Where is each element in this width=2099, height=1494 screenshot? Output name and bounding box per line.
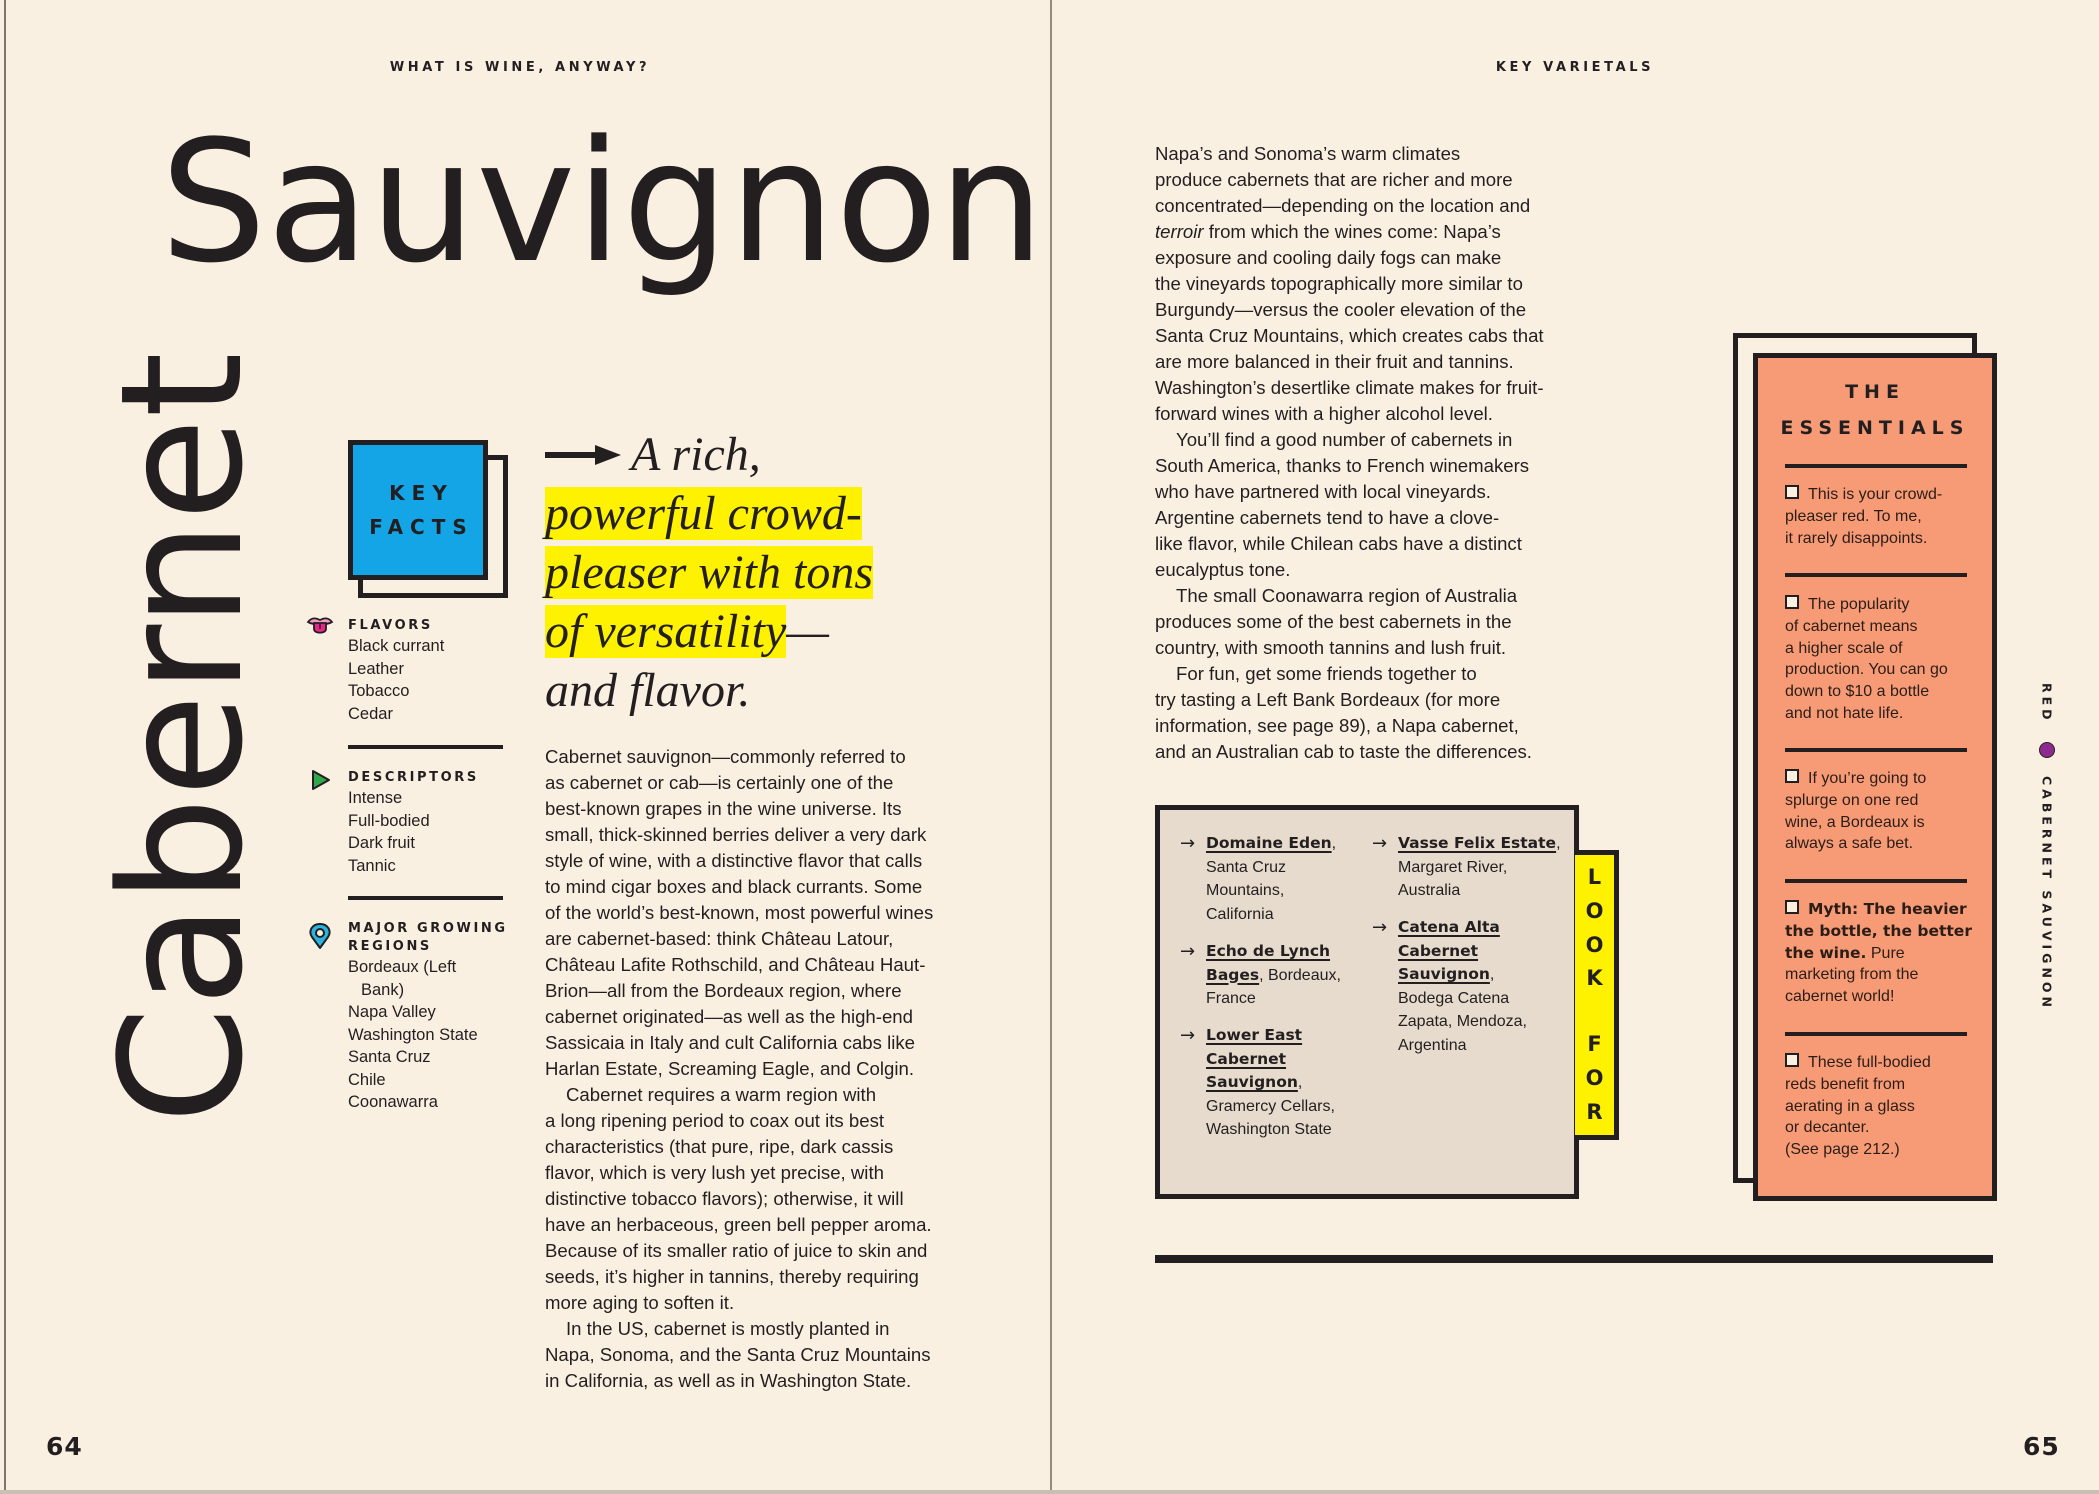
- body-line: produce cabernets that are richer and more: [1155, 169, 1513, 190]
- essentials-line: wine, a Bordeaux is: [1785, 813, 1925, 831]
- body-line: are more balanced in their fruit and tannins.: [1155, 351, 1514, 372]
- body-line: and an Australian cab to taste the differences.: [1155, 741, 1532, 762]
- essentials-line: pleaser red. To me,: [1785, 507, 1922, 525]
- wine-origin: Australia: [1398, 882, 1461, 899]
- wine-name: Sauvignon: [1206, 1073, 1298, 1091]
- facts-divider: [348, 745, 503, 749]
- descriptor-item: Dark fruit: [348, 834, 415, 852]
- body-line: a long ripening period to coax out its best: [545, 1110, 885, 1131]
- arrow-right-icon: →: [1180, 833, 1196, 854]
- wine-name: Sauvignon: [1398, 965, 1490, 983]
- essentials-item: [1785, 1052, 1975, 1161]
- essentials-line: a higher scale of: [1785, 639, 1903, 657]
- essentials-divider: [1785, 464, 1967, 468]
- essentials-item: [1785, 899, 1985, 1008]
- region-item: Coonawarra: [348, 1093, 438, 1111]
- region-item: Bank): [361, 980, 405, 999]
- essentials-item: [1785, 768, 1975, 855]
- body-line: information, see page 89), a Napa cabernet,: [1155, 715, 1519, 736]
- wine-origin: Bodega Catena: [1398, 989, 1510, 1007]
- terroir-italic: terroir: [1155, 221, 1204, 242]
- essentials-line: reds benefit from: [1785, 1075, 1906, 1093]
- look-for-tab: [1575, 850, 1619, 1140]
- body-line: small, thick-skinned berries deliver a very dark: [545, 824, 927, 845]
- checkbox-icon: [1785, 900, 1799, 914]
- body-line: to mind cigar boxes and black currants. Some: [545, 876, 923, 897]
- body-line-terroir: [1155, 219, 1575, 245]
- wine-name: Lower East: [1206, 1026, 1303, 1044]
- checkbox-icon: [1785, 769, 1799, 783]
- body-line: more aging to soften it.: [545, 1292, 735, 1313]
- essentials-title: [1758, 374, 1992, 446]
- essentials-line: aerating in a glass: [1785, 1097, 1915, 1115]
- body-line: Washington’s desertlike climate makes for fruit-: [1155, 377, 1544, 398]
- essentials-line: cabernet world!: [1785, 988, 1895, 1006]
- flavors-section: [348, 617, 508, 725]
- body-line: best-known grapes in the wine universe. Its: [545, 798, 902, 819]
- descriptor-item: Intense: [348, 789, 403, 807]
- play-triangle-icon: [306, 766, 334, 794]
- region-item: Bordeaux (Left: [348, 958, 457, 976]
- essentials-divider: [1785, 573, 1967, 577]
- look-for-entry: [1180, 832, 1370, 926]
- look-for-letter: O: [1585, 932, 1604, 957]
- body-line: characteristics (that pure, ripe, dark cassis: [545, 1136, 894, 1157]
- body-line-rest: from which the wines come: Napa’s: [1203, 221, 1501, 242]
- essentials-line: or decanter.: [1785, 1119, 1870, 1137]
- look-for-letter: K: [1586, 966, 1603, 991]
- essentials-title-1: THE: [1845, 381, 1905, 403]
- page-number-right: 65: [2023, 1432, 2060, 1461]
- essentials-divider: [1785, 1032, 1967, 1036]
- wine-origin: Washington State: [1206, 1121, 1332, 1138]
- essentials-bold-line: Myth: The heavier: [1808, 900, 1967, 918]
- pull-quote-highlight: pleaser with tons: [545, 546, 874, 599]
- body-line: like flavor, while Chilean cabs have a distinct: [1155, 533, 1522, 554]
- wine-origin: Zapata, Mendoza,: [1398, 1013, 1527, 1030]
- body-line: the vineyards topographically more similar to: [1155, 273, 1523, 294]
- essentials-item: [1785, 594, 1975, 725]
- wine-name: Echo de Lynch: [1206, 942, 1331, 960]
- essentials-line: down to $10 a bottle: [1785, 683, 1930, 701]
- flavors-heading: FLAVORS: [348, 618, 433, 633]
- essentials-bold-line: the wine.: [1785, 943, 1867, 962]
- key-facts-label-2: FACTS: [369, 515, 474, 539]
- pull-quote-dash: —: [786, 605, 829, 658]
- essentials-divider: [1785, 748, 1967, 752]
- body-line: try tasting a Left Bank Bordeaux (for more: [1155, 689, 1501, 710]
- essentials-line: The popularity: [1808, 596, 1910, 613]
- body-line: country, with smooth tannins and lush fruit.: [1155, 637, 1507, 658]
- look-for-letter: R: [1586, 1099, 1603, 1124]
- left-running-head: WHAT IS WINE, ANYWAY?: [389, 60, 651, 75]
- body-line: Brion—all from the Bordeaux region, where: [545, 980, 902, 1001]
- body-line: For fun, get some friends together to: [1176, 663, 1477, 684]
- body-line: seeds, it’s higher in tannins, thereby requiring: [545, 1266, 919, 1287]
- body-line: have an herbaceous, green bell pepper aroma.: [545, 1214, 932, 1235]
- essentials-line: production. You can go: [1785, 661, 1948, 679]
- regions-heading-2: REGIONS: [348, 939, 432, 954]
- essentials-line: If you’re going to: [1808, 770, 1927, 787]
- body-line: Burgundy—versus the cooler elevation of the: [1155, 299, 1527, 320]
- region-item: Washington State: [348, 1025, 478, 1044]
- body-line: In the US, cabernet is mostly planted in: [566, 1318, 890, 1339]
- essentials-title-2: ESSENTIALS: [1780, 417, 1970, 439]
- descriptors-heading: DESCRIPTORS: [348, 770, 479, 785]
- essentials-line: (See page 212.): [1785, 1141, 1900, 1159]
- wine-name: Bages: [1206, 965, 1260, 984]
- body-line: You’ll find a good number of cabernets in: [1176, 429, 1513, 450]
- body-line: Sassicaia in Italy and cult California cabs like: [545, 1032, 915, 1053]
- essentials-line: This is your crowd-: [1808, 486, 1943, 503]
- body-line: in California, as well as in Washington State.: [545, 1370, 912, 1391]
- flavor-item: Black currant: [348, 637, 445, 655]
- look-for-letter: O: [1585, 1066, 1604, 1091]
- flavor-item: Cedar: [348, 704, 393, 723]
- pull-quote-highlight: powerful crowd-: [545, 487, 862, 540]
- checkbox-icon: [1785, 1053, 1799, 1067]
- body-line: Harlan Estate, Screaming Eagle, and Colgin.: [545, 1058, 914, 1079]
- wine-name: Cabernet: [1398, 941, 1479, 960]
- checkbox-icon: [1785, 485, 1799, 499]
- page-edge: [4, 0, 6, 1494]
- body-line: Santa Cruz Mountains, which creates cabs that: [1155, 325, 1544, 346]
- page-bottom-edge: [0, 1490, 2099, 1494]
- essentials-divider: [1785, 879, 1967, 883]
- wine-name-suffix: ,: [1297, 1074, 1303, 1091]
- descriptors-section: [348, 769, 508, 877]
- essentials-item: [1785, 484, 1975, 549]
- essentials-line: and not hate life.: [1785, 704, 1904, 722]
- look-for-entry: [1180, 940, 1370, 1011]
- body-line: Napa’s and Sonoma’s warm climates: [1155, 143, 1461, 164]
- pull-quote: [545, 425, 965, 720]
- essentials-line: it rarely disappoints.: [1785, 529, 1928, 547]
- wine-name: Cabernet: [1206, 1049, 1287, 1068]
- checkbox-icon: [1785, 595, 1799, 609]
- wine-origin: California: [1206, 905, 1274, 923]
- red-wine-dot-icon: [2039, 742, 2055, 758]
- descriptor-item: Tannic: [348, 856, 396, 875]
- look-for-entry: [1372, 832, 1572, 903]
- arrow-right-icon: →: [1372, 917, 1388, 938]
- look-for-letter: L: [1587, 865, 1602, 890]
- look-for-letter: F: [1587, 1032, 1602, 1057]
- region-item: Napa Valley: [348, 1003, 436, 1021]
- arrow-right-icon: →: [1180, 941, 1196, 962]
- essentials-line: splurge on one red: [1785, 791, 1919, 809]
- essentials-line: These full-bodied: [1808, 1054, 1931, 1071]
- title-cabernet-vertical: Cabernet: [84, 351, 280, 1124]
- essentials-bold-line: the bottle, the better: [1785, 921, 1972, 940]
- regions-section: [348, 920, 508, 1114]
- essentials-line: marketing from the: [1785, 966, 1919, 984]
- wine-origin: France: [1206, 990, 1256, 1007]
- body-line: Argentine cabernets tend to have a clove-: [1155, 507, 1500, 528]
- arrow-right-icon: [545, 445, 621, 465]
- lips-tongue-icon: [306, 612, 334, 640]
- body-line: style of wine, with a distinctive flavor that calls: [545, 850, 923, 871]
- body-line: Napa, Sonoma, and the Santa Cruz Mountains: [545, 1344, 931, 1365]
- side-tab: [2032, 683, 2062, 1013]
- body-line: Cabernet sauvignon—commonly referred to: [545, 746, 906, 767]
- look-for-entry: [1372, 916, 1572, 1057]
- wine-origin: Santa Cruz: [1206, 858, 1287, 876]
- right-body-text: [1155, 141, 1575, 765]
- region-item: Santa Cruz: [348, 1048, 431, 1066]
- body-line: are cabernet-based: think Château Latour,: [545, 928, 894, 949]
- body-line: of the world’s best-known, most powerful wines: [545, 902, 934, 923]
- wine-origin: Mountains,: [1206, 882, 1285, 899]
- descriptor-item: Full-bodied: [348, 811, 430, 830]
- regions-heading-1: MAJOR GROWING: [348, 921, 508, 936]
- body-line: forward wines with a higher alcohol level.: [1155, 403, 1493, 424]
- map-pin-icon: [306, 922, 334, 950]
- pull-quote-line-5: and flavor.: [545, 664, 751, 717]
- body-line: concentrated—depending on the location and: [1155, 195, 1531, 216]
- wine-name: Vasse Felix Estate: [1398, 834, 1557, 852]
- body-line: eucalyptus tone.: [1155, 559, 1291, 580]
- body-line: Château Lafite Rothschild, and Château Haut-: [545, 954, 926, 975]
- body-line: distinctive tobacco flavors); otherwise, it will: [545, 1188, 904, 1209]
- title-sauvignon: Sauvignon: [160, 104, 1045, 300]
- side-tab-varietal: CABERNET SAUVIGNON: [2039, 775, 2055, 1011]
- wine-name-suffix: , Bordeaux,: [1259, 966, 1341, 984]
- look-for-entry: [1180, 1024, 1370, 1142]
- key-facts-card: [348, 440, 488, 580]
- wine-origin: Argentina: [1398, 1036, 1467, 1054]
- arrow-right-icon: →: [1372, 833, 1388, 854]
- wine-name-suffix: ,: [1331, 835, 1337, 852]
- body-line: The small Coonawarra region of Australia: [1176, 585, 1518, 606]
- page-number-left: 64: [46, 1432, 83, 1461]
- essentials-line: of cabernet means: [1785, 617, 1918, 635]
- wine-name: Domaine Eden: [1206, 834, 1332, 852]
- flavor-item: Tobacco: [348, 682, 410, 700]
- wine-origin: Gramercy Cellars,: [1206, 1097, 1335, 1115]
- essentials-line: Pure: [1870, 944, 1905, 962]
- arrow-right-icon: →: [1180, 1025, 1196, 1046]
- body-line: Cabernet requires a warm region with: [566, 1084, 877, 1105]
- body-line: as cabernet or cab—is certainly one of the: [545, 772, 894, 793]
- body-line: exposure and cooling daily fogs can make: [1155, 247, 1502, 268]
- book-spine-divider: [1050, 0, 1052, 1494]
- wine-name: Catena Alta: [1398, 918, 1500, 936]
- body-line: cabernet originated—as well as the high-end: [545, 1006, 913, 1027]
- wine-origin: Margaret River,: [1398, 858, 1508, 876]
- body-line: who have partnered with local vineyards.: [1155, 481, 1491, 502]
- body-line: produces some of the best cabernets in the: [1155, 611, 1512, 632]
- flavor-item: Leather: [348, 659, 404, 678]
- facts-divider: [348, 896, 503, 900]
- pull-quote-line-1: A rich,: [631, 428, 761, 481]
- body-line: South America, thanks to French winemakers: [1155, 455, 1530, 476]
- section-divider-rule: [1155, 1255, 1993, 1263]
- region-item: Chile: [348, 1070, 386, 1089]
- side-tab-category: RED: [2039, 683, 2055, 724]
- look-for-letter: O: [1585, 898, 1604, 923]
- wine-name-suffix: ,: [1556, 835, 1561, 852]
- body-line: Because of its smaller ratio of juice to skin and: [545, 1240, 928, 1261]
- key-facts-label-1: KEY: [389, 481, 454, 505]
- left-body-text: [545, 744, 965, 1394]
- body-line: flavor, which is very lush yet precise, with: [545, 1162, 884, 1183]
- wine-name-suffix: ,: [1489, 966, 1495, 983]
- pull-quote-highlight: of versatility: [545, 605, 787, 658]
- essentials-line: always a safe bet.: [1785, 835, 1914, 853]
- right-running-head: KEY VARIETALS: [1495, 60, 1655, 75]
